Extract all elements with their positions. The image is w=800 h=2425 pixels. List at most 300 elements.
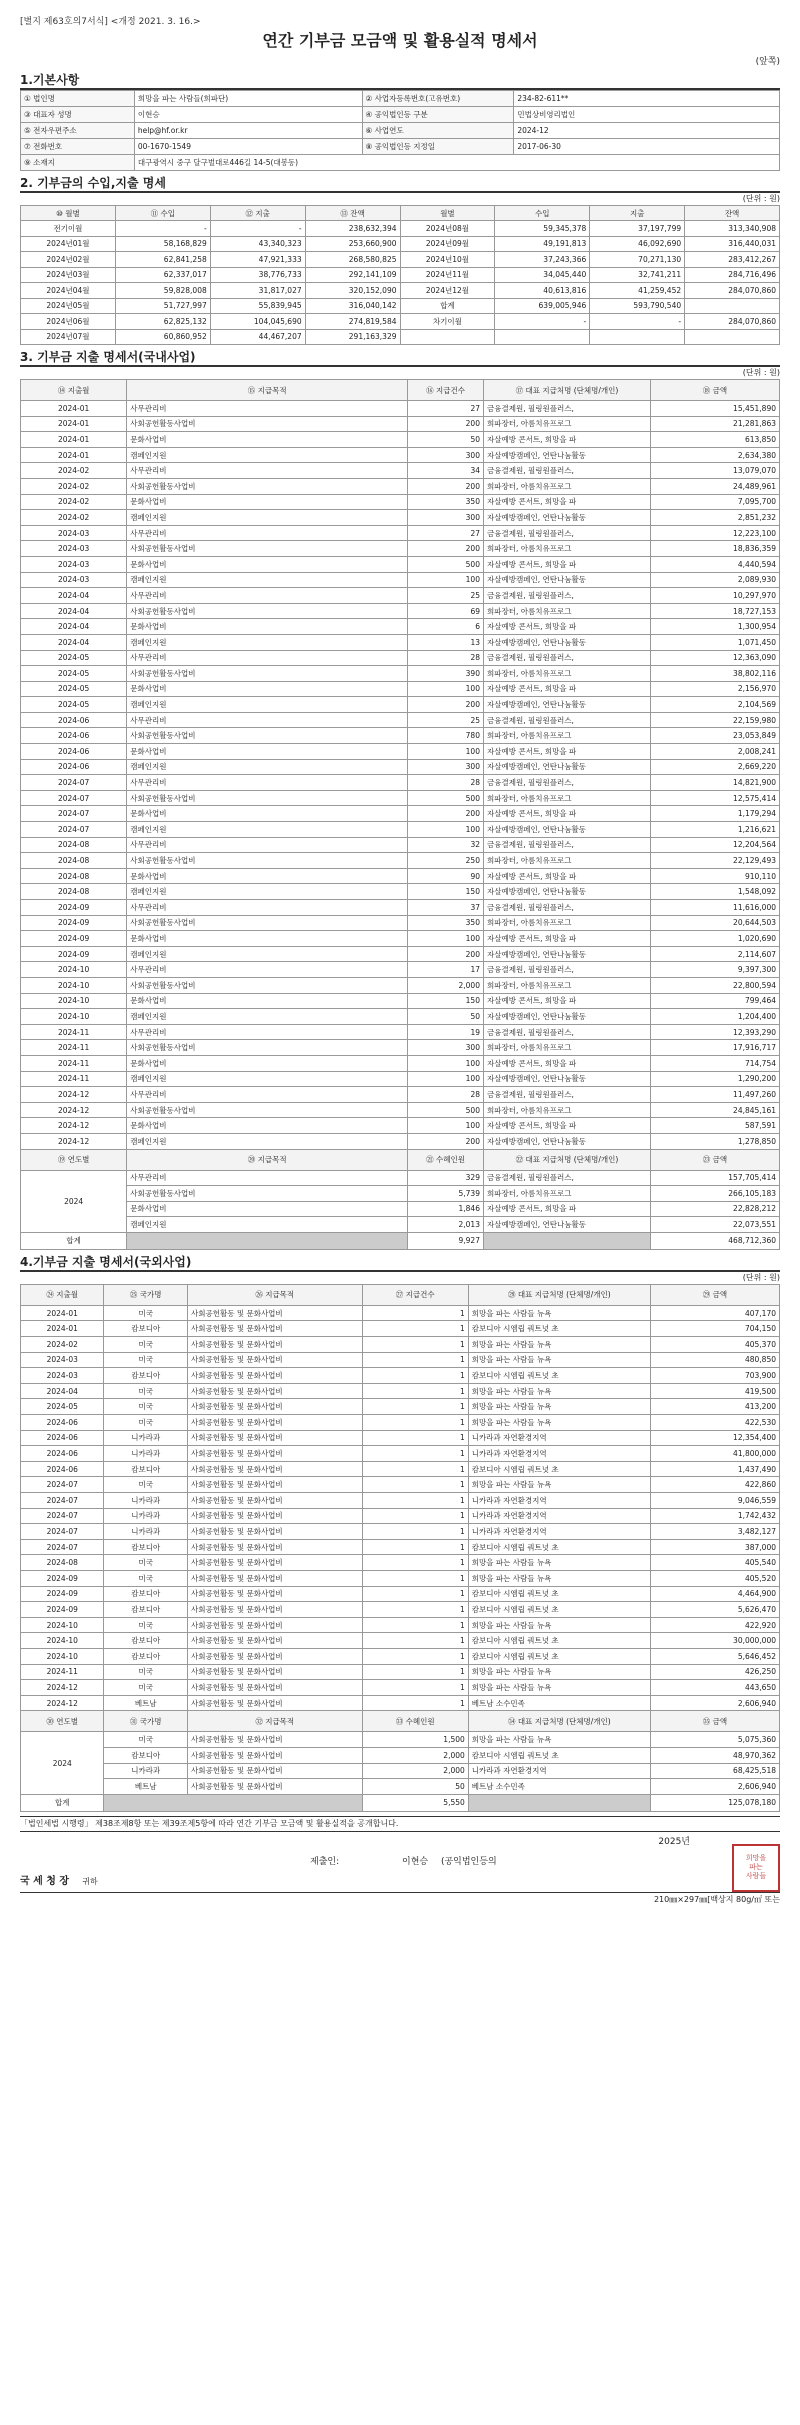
table-cell: 사회공헌활동사업비 — [127, 603, 408, 619]
table-cell: 9,397,300 — [650, 962, 779, 978]
table-cell: 5,075,360 — [650, 1732, 779, 1748]
table-cell: 100 — [408, 931, 484, 947]
table-cell: 422,530 — [650, 1415, 779, 1431]
table-cell: 자살예방 콘서트, 희망을 파 — [483, 1201, 650, 1217]
table-cell: 자살예방 콘서트, 희망을 파 — [483, 432, 650, 448]
table-cell: 320,152,090 — [305, 283, 400, 299]
table-cell: 미국 — [104, 1570, 187, 1586]
table-cell: 1,437,490 — [650, 1461, 779, 1477]
table-cell: 2024-09 — [21, 900, 127, 916]
table-row — [21, 806, 780, 822]
table-cell: 자살예방캠페인, 연탄나눔활동 — [483, 884, 650, 900]
table-row — [21, 1617, 780, 1633]
table-cell: 24,489,961 — [650, 478, 779, 494]
table-cell: 미국 — [104, 1664, 187, 1680]
table-cell: 2024-01 — [21, 432, 127, 448]
total-count: 5,550 — [362, 1794, 468, 1811]
table-cell: 2024-06 — [21, 759, 127, 775]
table-cell: 사회공헌활동 및 문화사업비 — [187, 1732, 362, 1748]
table-cell: 자살예방 콘서트, 희망을 파 — [483, 556, 650, 572]
table-cell: 2,104,569 — [650, 697, 779, 713]
table-cell: 238,632,394 — [305, 221, 400, 237]
table-cell: 28 — [408, 775, 484, 791]
table-cell: 27 — [408, 401, 484, 417]
table-cell: 32 — [408, 837, 484, 853]
table-cell: 1 — [362, 1648, 468, 1664]
table-cell — [495, 329, 590, 345]
table-cell: 2024-01 — [21, 401, 127, 417]
table-cell: 587,591 — [650, 1118, 779, 1134]
table-cell: 21,281,863 — [650, 416, 779, 432]
table-cell: 사회공헌활동 및 문화사업비 — [187, 1305, 362, 1321]
table-cell: 253,660,900 — [305, 236, 400, 252]
column-header: ㉖ 지급목적 — [187, 1284, 362, 1305]
table-cell: 41,800,000 — [650, 1446, 779, 1462]
table-cell: 니카라과 — [104, 1508, 187, 1524]
table-cell: 1,290,200 — [650, 1071, 779, 1087]
table-cell: 2024년02월 — [21, 252, 116, 268]
table-cell: 284,070,860 — [685, 283, 780, 299]
table-cell: 사회공헌활동사업비 — [127, 853, 408, 869]
total-amount: 468,712,360 — [650, 1232, 779, 1249]
table-cell: 23,053,849 — [650, 728, 779, 744]
table-cell: 2024-04 — [21, 1383, 104, 1399]
table-cell: 2,634,380 — [650, 447, 779, 463]
field-label: ② 사업자등록번호(고유번호) — [362, 91, 514, 107]
table-row — [21, 853, 780, 869]
table-cell: 6 — [408, 619, 484, 635]
table-cell: 2024-03 — [21, 541, 127, 557]
table-cell: 사무관리비 — [127, 1170, 408, 1186]
summary-row — [21, 1779, 780, 1795]
table-row — [21, 478, 780, 494]
table-cell: 157,705,414 — [650, 1170, 779, 1186]
table-row — [21, 1321, 780, 1337]
table-cell: 희망을 파는 사람들 뉴욕 — [468, 1664, 650, 1680]
table-cell: 2024-09 — [21, 1570, 104, 1586]
table-cell: 합계 — [400, 298, 495, 314]
table-row — [21, 744, 780, 760]
table-cell: 419,500 — [650, 1383, 779, 1399]
table-cell: 희망을 파는 사람들 뉴욕 — [468, 1383, 650, 1399]
table-cell: 1 — [362, 1305, 468, 1321]
field-label: ① 법인명 — [21, 91, 135, 107]
table-cell: 캄보디아 시엠립 쿼트넛 초 — [468, 1633, 650, 1649]
overseas-expense-table — [20, 1284, 780, 1812]
table-cell: 2024-07 — [21, 1524, 104, 1540]
table-cell: 금융결제원, 필링원플러스, — [483, 525, 650, 541]
table-row — [21, 1680, 780, 1696]
table-cell: 2024-06 — [21, 1446, 104, 1462]
table-cell: 284,716,496 — [685, 267, 780, 283]
table-cell: - — [115, 221, 210, 237]
table-cell: 2,851,232 — [650, 510, 779, 526]
table-cell: 금융결제원, 필링원플러스, — [483, 900, 650, 916]
table-cell: 사회공헌활동 및 문화사업비 — [187, 1508, 362, 1524]
table-row — [21, 1555, 780, 1571]
domestic-expense-table — [20, 379, 780, 1250]
table-cell: 68,425,518 — [650, 1763, 779, 1779]
table-cell: 미국 — [104, 1383, 187, 1399]
table-cell: 2024-04 — [21, 603, 127, 619]
table-cell: 희파장터, 아름치유프로그 — [483, 915, 650, 931]
recipient: 국 세 청 장 — [20, 1875, 70, 1887]
table-cell: 100 — [408, 1071, 484, 1087]
table-cell: 2024년11월 — [400, 267, 495, 283]
table-cell: 104,045,690 — [210, 314, 305, 330]
table-row — [21, 634, 780, 650]
table-cell: 자살예방 콘서트, 희망을 파 — [483, 868, 650, 884]
table-cell: 2024-11 — [21, 1071, 127, 1087]
table-cell: 1 — [362, 1383, 468, 1399]
table-cell: 희파장터, 아름치유프로그 — [483, 977, 650, 993]
table-cell: 미국 — [104, 1337, 187, 1353]
income-expense-table — [20, 205, 780, 345]
table-cell: 316,440,031 — [685, 236, 780, 252]
table-cell: 사무관리비 — [127, 525, 408, 541]
table-cell: 미국 — [104, 1732, 187, 1748]
table-row — [21, 298, 780, 314]
table-cell: 미국 — [104, 1352, 187, 1368]
table-row — [21, 1415, 780, 1431]
table-cell: 캄보디아 — [104, 1747, 187, 1763]
table-cell: 150 — [408, 993, 484, 1009]
table-cell: 자살예방 콘서트, 희망을 파 — [483, 619, 650, 635]
table-cell: 희망을 파는 사람들 뉴욕 — [468, 1617, 650, 1633]
table-row — [21, 1102, 780, 1118]
table-cell: 2024년08월 — [400, 221, 495, 237]
column-header: ㉞ 대표 지급처명 (단체명/개인) — [468, 1711, 650, 1732]
table-cell: 2,000 — [362, 1763, 468, 1779]
table-cell: 200 — [408, 946, 484, 962]
table-cell: 2024-12 — [21, 1118, 127, 1134]
table-cell: 사회공헌활동 및 문화사업비 — [187, 1539, 362, 1555]
summary-row — [21, 1763, 780, 1779]
table-cell: 희망을 파는 사람들 뉴욕 — [468, 1352, 650, 1368]
total-label: 합계 — [21, 1232, 127, 1249]
table-cell: 1 — [362, 1368, 468, 1384]
table-row — [21, 759, 780, 775]
table-cell: 캄보디아 시엠립 쿼트넛 초 — [468, 1321, 650, 1337]
table-cell: 17 — [408, 962, 484, 978]
table-cell: 2024-12 — [21, 1680, 104, 1696]
table-cell: 1 — [362, 1477, 468, 1493]
table-cell: 316,040,142 — [305, 298, 400, 314]
table-cell: 자살예방캠페인, 연탄나눔활동 — [483, 1217, 650, 1233]
table-cell: 69 — [408, 603, 484, 619]
table-row — [21, 775, 780, 791]
column-header: 월별 — [400, 206, 495, 221]
table-row — [21, 1477, 780, 1493]
table-cell: 1 — [362, 1695, 468, 1711]
table-row — [21, 1337, 780, 1353]
table-cell: 780 — [408, 728, 484, 744]
column-header: ⑲ 연도별 — [21, 1149, 127, 1170]
table-cell: 1,278,850 — [650, 1133, 779, 1149]
table-cell: 2024-07 — [21, 1539, 104, 1555]
table-cell: 사회공헌활동 및 문화사업비 — [187, 1633, 362, 1649]
table-cell: 2024-01 — [21, 447, 127, 463]
table-cell: 베트남 소수민족 — [468, 1695, 650, 1711]
table-cell: 2024-05 — [21, 1399, 104, 1415]
table-cell: 350 — [408, 915, 484, 931]
table-cell: 300 — [408, 759, 484, 775]
column-header: ⑳ 지급목적 — [127, 1149, 408, 1170]
table-cell: 자살예방 콘서트, 희망을 파 — [483, 806, 650, 822]
table-cell: 자살예방 콘서트, 희망을 파 — [483, 494, 650, 510]
table-cell: 4,464,900 — [650, 1586, 779, 1602]
table-cell: 2024-06 — [21, 1415, 104, 1431]
table-cell: 613,850 — [650, 432, 779, 448]
table-cell: 2,000 — [408, 977, 484, 993]
table-cell: 2024년10월 — [400, 252, 495, 268]
table-cell: 문화사업비 — [127, 556, 408, 572]
summary-row — [21, 1732, 780, 1748]
table-cell: 313,340,908 — [685, 221, 780, 237]
table-cell: 3,482,127 — [650, 1524, 779, 1540]
table-row — [21, 1539, 780, 1555]
table-cell: 문화사업비 — [127, 1055, 408, 1071]
table-cell: 2024년07월 — [21, 329, 116, 345]
table-row — [21, 1024, 780, 1040]
unit-label: (단위 : 원) — [742, 368, 780, 377]
table-cell: 금융결제원, 필링원플러스, — [483, 650, 650, 666]
column-header: ㉚ 연도별 — [21, 1711, 104, 1732]
table-cell: 금융결제원, 필링원플러스, — [483, 401, 650, 417]
table-cell: 2024-11 — [21, 1664, 104, 1680]
summary-row — [21, 1186, 780, 1202]
table-cell: 희파장터, 아름치유프로그 — [483, 1040, 650, 1056]
table-cell: 미국 — [104, 1305, 187, 1321]
basic-info-table — [20, 90, 780, 171]
table-cell: 2024년09월 — [400, 236, 495, 252]
column-header: ㉕ 국가명 — [104, 1284, 187, 1305]
table-cell: 문화사업비 — [127, 993, 408, 1009]
column-header: ⑫ 지출 — [210, 206, 305, 221]
table-cell: 문화사업비 — [127, 744, 408, 760]
column-header: ㉗ 지급건수 — [362, 1284, 468, 1305]
table-cell: 문화사업비 — [127, 1201, 408, 1217]
table-cell: 200 — [408, 541, 484, 557]
table-cell: 480,850 — [650, 1352, 779, 1368]
field-value: 민법상비영리법인 — [514, 107, 780, 123]
table-row — [21, 329, 780, 345]
table-cell: 15,451,890 — [650, 401, 779, 417]
table-cell: 자살예방캠페인, 연탄나눔활동 — [483, 697, 650, 713]
table-cell: 사회공헌활동 및 문화사업비 — [187, 1477, 362, 1493]
total-count: 9,927 — [408, 1232, 484, 1249]
table-cell: 미국 — [104, 1617, 187, 1633]
table-cell: 캄보디아 시엠립 쿼트넛 초 — [468, 1586, 650, 1602]
table-cell: 2024년01월 — [21, 236, 116, 252]
table-cell: 니카라과 — [104, 1493, 187, 1509]
table-cell: 12,363,090 — [650, 650, 779, 666]
table-cell: 1,179,294 — [650, 806, 779, 822]
table-cell: 전기이월 — [21, 221, 116, 237]
table-cell: 426,250 — [650, 1664, 779, 1680]
table-cell: 1 — [362, 1321, 468, 1337]
table-cell: 사회공헌활동 및 문화사업비 — [187, 1461, 362, 1477]
table-cell: 캄보디아 시엠립 쿼트넛 초 — [468, 1461, 650, 1477]
table-cell: 니카라과 — [104, 1524, 187, 1540]
total-label: 합계 — [21, 1794, 104, 1811]
table-cell: 자살예방 콘서트, 희망을 파 — [483, 744, 650, 760]
table-cell: 캄보디아 — [104, 1368, 187, 1384]
table-cell: 38,802,116 — [650, 666, 779, 682]
table-cell: 자살예방캠페인, 연탄나눔활동 — [483, 572, 650, 588]
table-row — [21, 915, 780, 931]
table-cell: 422,860 — [650, 1477, 779, 1493]
table-cell: 100 — [408, 744, 484, 760]
table-cell: 사회공헌활동 및 문화사업비 — [187, 1779, 362, 1795]
table-cell: 70,271,130 — [590, 252, 685, 268]
column-header: 수입 — [495, 206, 590, 221]
table-cell: 28 — [408, 650, 484, 666]
table-cell: 62,337,017 — [115, 267, 210, 283]
field-value: 00-1670-1549 — [134, 139, 362, 155]
table-cell: 2024-12 — [21, 1102, 127, 1118]
table-cell: 금융결제원, 필링원플러스, — [483, 1087, 650, 1103]
table-cell: 캄보디아 — [104, 1321, 187, 1337]
table-row — [21, 588, 780, 604]
table-cell: 1 — [362, 1524, 468, 1540]
column-header: ㉔ 지출월 — [21, 1284, 104, 1305]
table-cell: 1 — [362, 1352, 468, 1368]
table-cell: 1 — [362, 1430, 468, 1446]
table-cell: 미국 — [104, 1477, 187, 1493]
table-cell: 38,776,733 — [210, 267, 305, 283]
table-cell: 17,916,717 — [650, 1040, 779, 1056]
table-row — [21, 603, 780, 619]
table-cell: 100 — [408, 572, 484, 588]
submitter-line — [20, 1832, 780, 1852]
table-row — [21, 510, 780, 526]
table-cell: 639,005,946 — [495, 298, 590, 314]
field-label: ⑥ 사업연도 — [362, 123, 514, 139]
table-row — [21, 900, 780, 916]
table-cell: 2024-07 — [21, 822, 127, 838]
table-cell: 사무관리비 — [127, 650, 408, 666]
field-label: ⑤ 전자우편주소 — [21, 123, 135, 139]
table-cell: 희파장터, 아름치유프로그 — [483, 603, 650, 619]
table-cell: 자살예방캠페인, 연탄나눔활동 — [483, 1071, 650, 1087]
overseas-total-row — [21, 1794, 780, 1811]
summary-row — [21, 1747, 780, 1763]
table-cell: 2024-07 — [21, 1477, 104, 1493]
table-cell: 사회공헌활동사업비 — [127, 977, 408, 993]
field-value: 희망을 파는 사람들(희파단) — [134, 91, 362, 107]
table-cell: 자살예방캠페인, 연탄나눔활동 — [483, 634, 650, 650]
table-cell: 희파장터, 아름치유프로그 — [483, 728, 650, 744]
table-cell: 니카라과 자연환경지역 — [468, 1493, 650, 1509]
table-row — [21, 650, 780, 666]
table-cell: 2024-10 — [21, 977, 127, 993]
table-cell: 7,095,700 — [650, 494, 779, 510]
recipient-row — [20, 1872, 780, 1893]
table-cell: 12,575,414 — [650, 790, 779, 806]
table-row — [21, 666, 780, 682]
table-cell: 59,828,008 — [115, 283, 210, 299]
table-cell: 2024-03 — [21, 1368, 104, 1384]
table-cell: 캠페인지원 — [127, 447, 408, 463]
table-cell: 44,467,207 — [210, 329, 305, 345]
field-value: 2024-12 — [514, 123, 780, 139]
basic-info-row — [21, 91, 780, 107]
table-cell: 59,345,378 — [495, 221, 590, 237]
table-cell: 희망을 파는 사람들 뉴욕 — [468, 1680, 650, 1696]
table-cell: 문화사업비 — [127, 681, 408, 697]
table-cell: 1 — [362, 1415, 468, 1431]
table-cell: 284,070,860 — [685, 314, 780, 330]
table-cell: - — [590, 314, 685, 330]
table-cell: 니카라과 자연환경지역 — [468, 1524, 650, 1540]
table-cell: 12,204,564 — [650, 837, 779, 853]
table-cell: 자살예방 콘서트, 희망을 파 — [483, 1055, 650, 1071]
table-cell: 292,141,109 — [305, 267, 400, 283]
table-cell: 자살예방 콘서트, 희망을 파 — [483, 1118, 650, 1134]
table-cell: 12,223,100 — [650, 525, 779, 541]
table-cell: 캠페인지원 — [127, 510, 408, 526]
table-row — [21, 267, 780, 283]
table-cell: 1 — [362, 1680, 468, 1696]
table-cell: 1,548,092 — [650, 884, 779, 900]
table-cell: 니카라과 자연환경지역 — [468, 1508, 650, 1524]
table-row — [21, 525, 780, 541]
table-cell: 금융결제원, 필링원플러스, — [483, 712, 650, 728]
table-cell: 사무관리비 — [127, 463, 408, 479]
field-label: ⑧ 공익법인등 지정일 — [362, 139, 514, 155]
table-cell: 2024-07 — [21, 775, 127, 791]
table-cell: 캄보디아 시엠립 쿼트넛 초 — [468, 1602, 650, 1618]
table-cell: 55,839,945 — [210, 298, 305, 314]
table-cell: 19 — [408, 1024, 484, 1040]
table-cell: 사회공헌활동 및 문화사업비 — [187, 1446, 362, 1462]
column-header: ㉙ 금액 — [650, 1284, 779, 1305]
table-row — [21, 946, 780, 962]
table-cell: 1 — [362, 1461, 468, 1477]
table-cell: 문화사업비 — [127, 432, 408, 448]
table-cell: 22,159,980 — [650, 712, 779, 728]
table-cell: 자살예방캠페인, 연탄나눔활동 — [483, 759, 650, 775]
table-cell: 문화사업비 — [127, 494, 408, 510]
table-cell: 1,020,690 — [650, 931, 779, 947]
table-row — [21, 712, 780, 728]
table-row — [21, 221, 780, 237]
table-cell: 413,200 — [650, 1399, 779, 1415]
table-row — [21, 837, 780, 853]
table-row — [21, 494, 780, 510]
table-cell: 266,105,183 — [650, 1186, 779, 1202]
table-cell: 캠페인지원 — [127, 1071, 408, 1087]
table-cell: 28 — [408, 1087, 484, 1103]
table-cell: 사무관리비 — [127, 775, 408, 791]
table-cell: 2024-06 — [21, 728, 127, 744]
table-cell: 1,846 — [408, 1201, 484, 1217]
table-cell: 금융결제원, 필링원플러스, — [483, 588, 650, 604]
table-cell: 50 — [362, 1779, 468, 1795]
table-cell: - — [495, 314, 590, 330]
table-cell: 2024-09 — [21, 1602, 104, 1618]
table-cell: 사회공헌활동 및 문화사업비 — [187, 1430, 362, 1446]
table-cell: 2,000 — [362, 1747, 468, 1763]
table-cell: 22,129,493 — [650, 853, 779, 869]
table-cell: 250 — [408, 853, 484, 869]
table-cell: 150 — [408, 884, 484, 900]
column-header: 잔액 — [685, 206, 780, 221]
table-cell: 희망을 파는 사람들 뉴욕 — [468, 1305, 650, 1321]
section-overseas-heading: 4.기부금 지출 명세서(국외사업) — [20, 1254, 780, 1272]
table-cell: 18,727,153 — [650, 603, 779, 619]
